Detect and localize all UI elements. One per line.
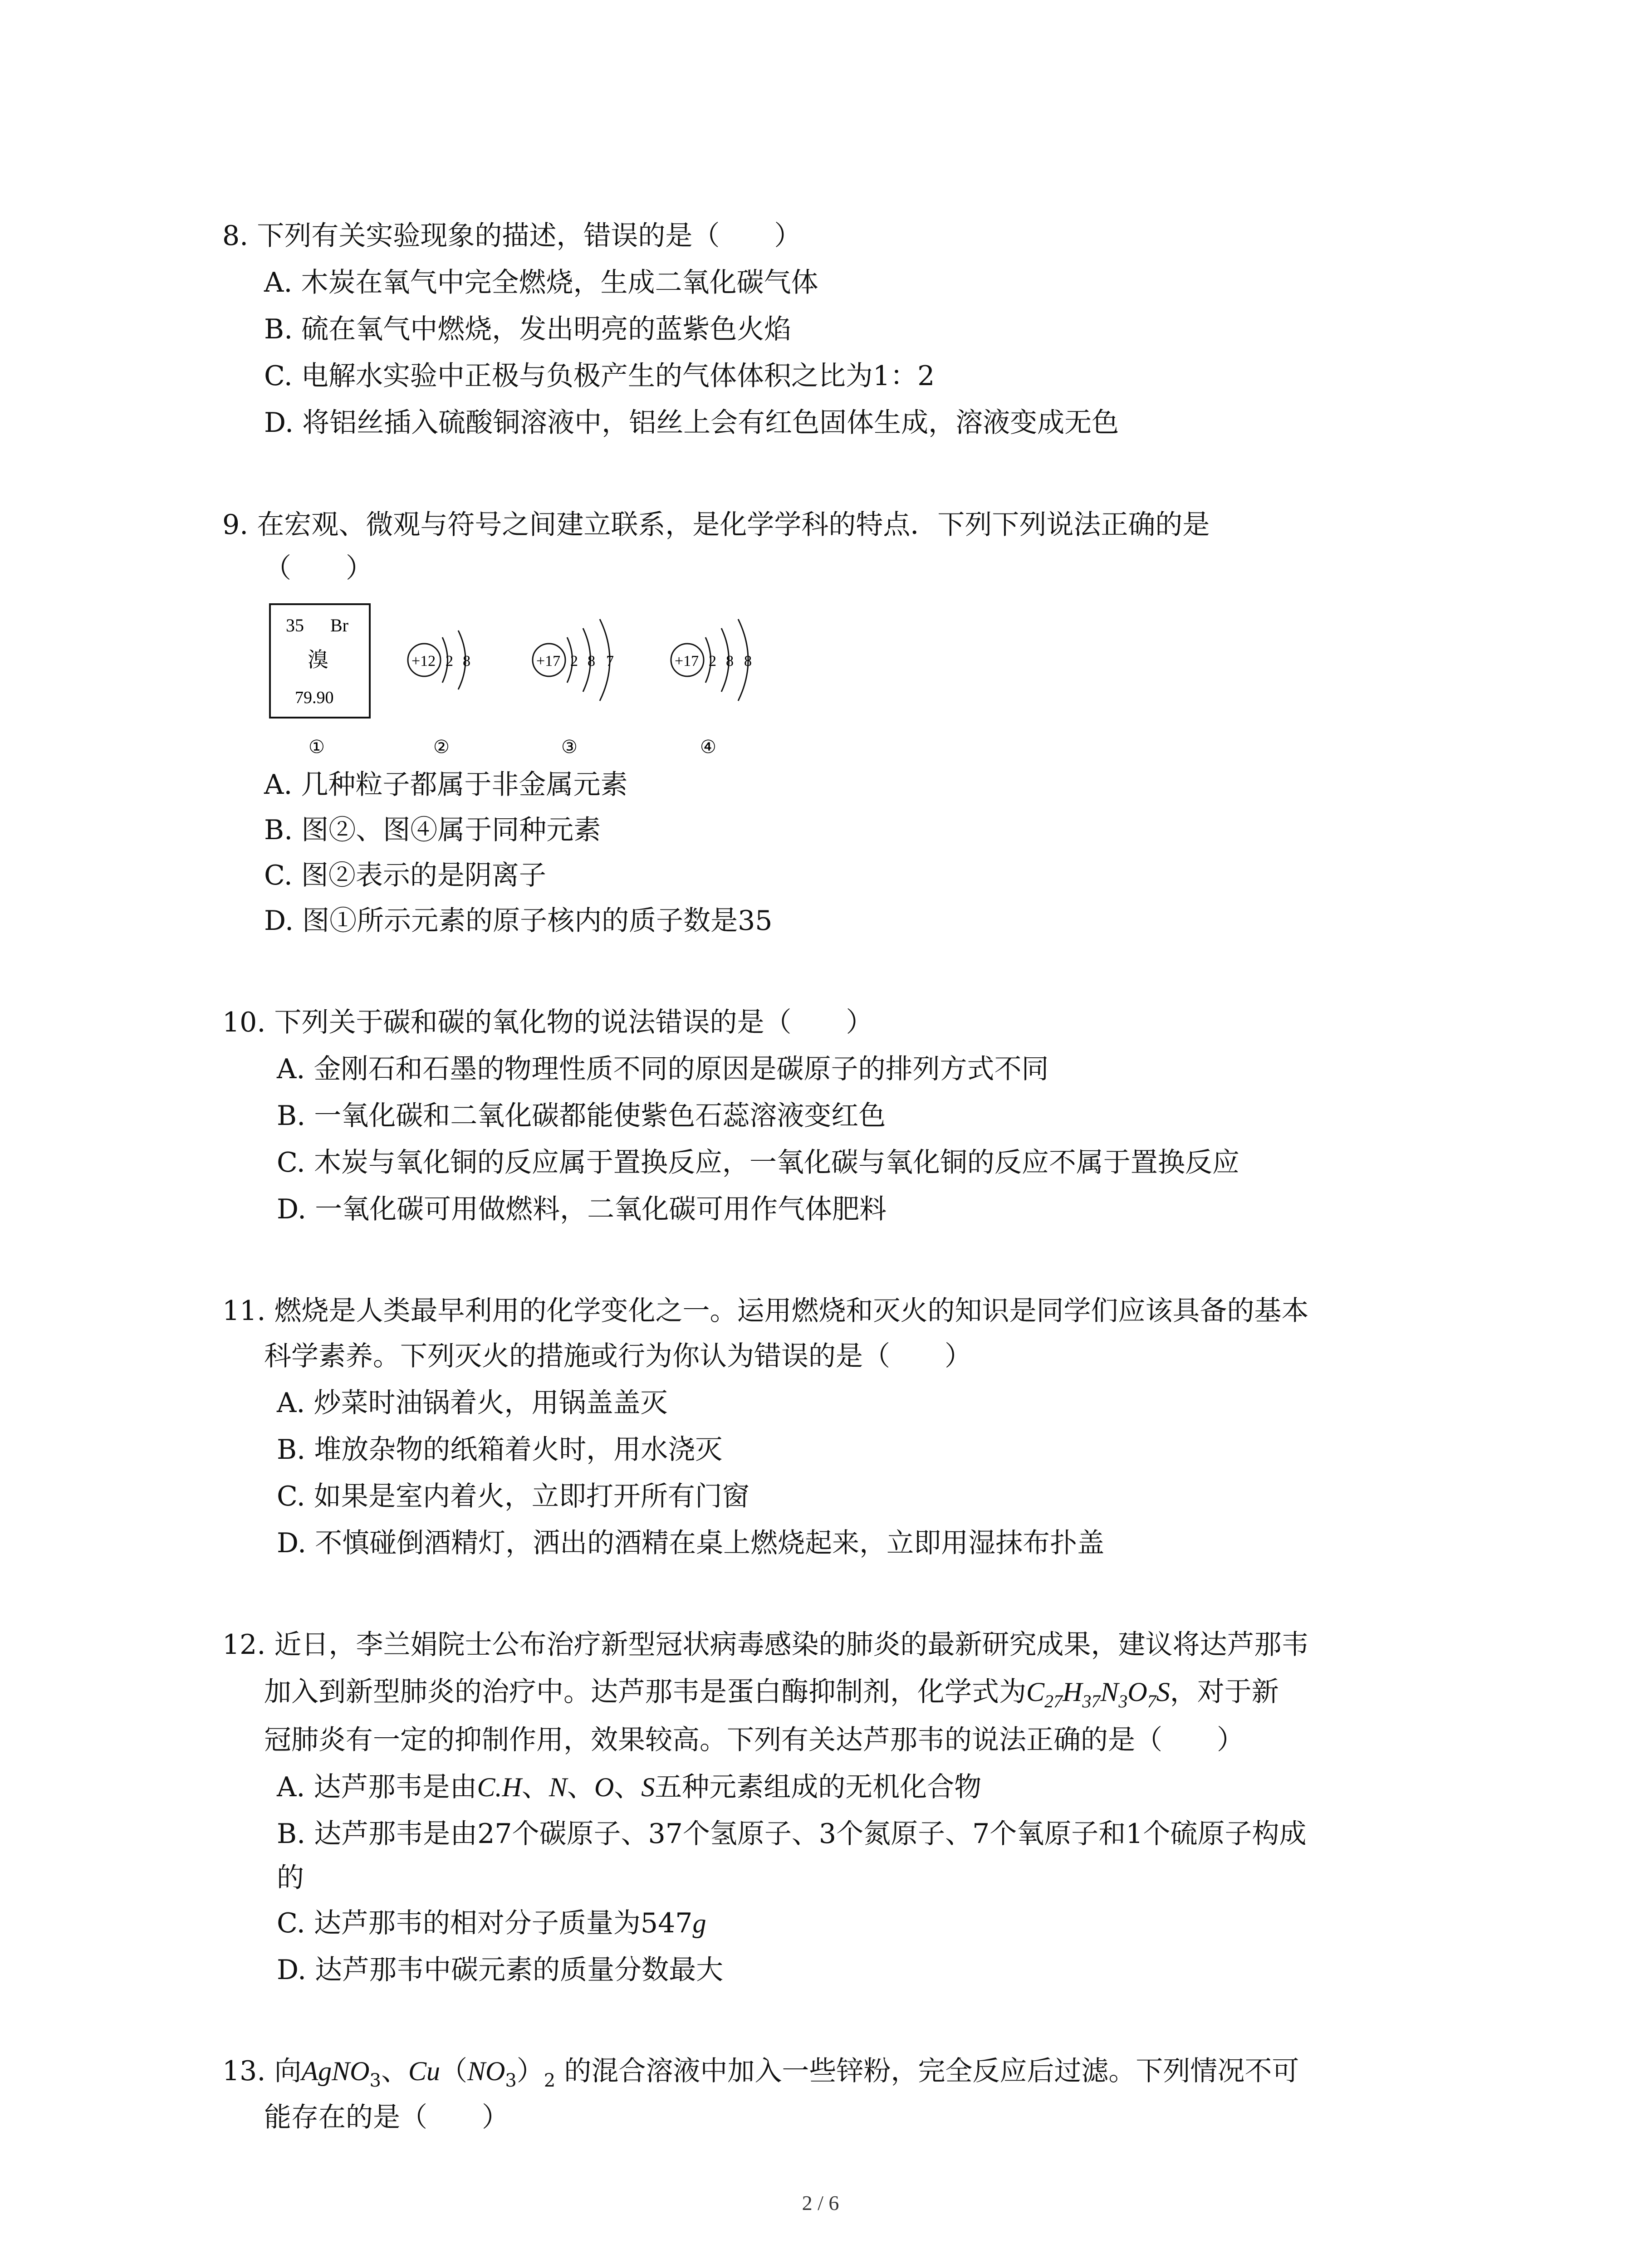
atom2-nucleus: +12 <box>411 653 436 670</box>
atom-diagram-4 <box>671 619 752 701</box>
q12-option-d: D. 达芦那韦中碳元素的质量分数最大 <box>277 1954 724 1986</box>
figure-label-3: ③ <box>561 737 578 758</box>
q12-option-b-line2: 的 <box>277 1862 304 1894</box>
q10-option-a: A. 金刚石和石墨的物理性质不同的原因是碳原子的排列方式不同 <box>277 1053 1049 1085</box>
q12-option-a: A. 达芦那韦是由C.H、N、O、S五种元素组成的无机化合物 <box>277 1771 982 1803</box>
atomic-structure-diagram <box>263 599 808 762</box>
figure-label-2: ② <box>433 737 450 758</box>
figure-label-1: ① <box>309 737 325 758</box>
q12-stem-line1: 12. 近日，李兰娟院士公布治疗新型冠状病毒感染的肺炎的最新研究成果，建议将达芦那韦 <box>222 1629 1309 1661</box>
q9-option-d: D. 图①所示元素的原子核内的质子数是35 <box>264 905 773 937</box>
q12-stem-line3: 冠肺炎有一定的抑制作用，效果较高。下列有关达芦那韦的说法正确的是（ ） <box>264 1724 1244 1756</box>
q8-option-c: C. 电解水实验中正极与负极产生的气体体积之比为1：2 <box>264 360 935 392</box>
element-number: 35 <box>286 615 304 635</box>
q10-stem: 10. 下列关于碳和碳的氧化物的说法错误的是（ ） <box>222 1007 873 1038</box>
element-mass: 79.90 <box>295 688 334 707</box>
atom2-shell1: 2 <box>446 653 453 670</box>
q12-option-b-line1: B. 达芦那韦是由27个碳原子、37个氢原子、3个氮原子、7个氧原子和1个硫原子构成 <box>277 1818 1307 1850</box>
q13-stem-line2: 能存在的是（ ） <box>264 2102 509 2133</box>
q8-option-a: A. 木炭在氧气中完全燃烧，生成二氧化碳气体 <box>264 267 818 298</box>
q11-stem-line1: 11. 燃烧是人类最早利用的化学变化之一。运用燃烧和灭火的知识是同学们应该具备的基本 <box>222 1295 1309 1327</box>
q8-stem: 8. 下列有关实验现象的描述，错误的是（ ） <box>222 220 802 252</box>
figure-label-4: ④ <box>700 737 716 758</box>
atom3-shell1: 2 <box>570 653 578 670</box>
element-name: 溴 <box>308 647 328 672</box>
atom4-shell3: 8 <box>744 653 752 670</box>
q9-stem-line2: （ ） <box>264 552 373 584</box>
atom3-shell2: 8 <box>588 653 595 670</box>
q12-option-c: C. 达芦那韦的相对分子质量为547g <box>277 1907 706 1939</box>
q11-stem-line2: 科学素养。下列灭火的措施或行为你认为错误的是（ ） <box>264 1340 972 1372</box>
page-number: 2 / 6 <box>802 2191 839 2214</box>
q11-option-c: C. 如果是室内着火，立即打开所有门窗 <box>277 1481 749 1512</box>
q10-option-b: B. 一氧化碳和二氧化碳都能使紫色石蕊溶液变红色 <box>277 1100 886 1132</box>
atom-diagram-3 <box>533 619 614 701</box>
q10-option-d: D. 一氧化碳可用做燃料，二氧化碳可用作气体肥料 <box>277 1193 887 1225</box>
atom3-nucleus: +17 <box>536 653 561 670</box>
q11-option-a: A. 炒菜时油锅着火，用锅盖盖灭 <box>277 1387 668 1419</box>
q9-option-b: B. 图②、图④属于同种元素 <box>264 814 601 846</box>
atom2-shell2: 8 <box>463 653 470 670</box>
q9-stem-line1: 9. 在宏观、微观与符号之间建立联系，是化学学科的特点．下列下列说法正确的是 <box>222 509 1210 541</box>
darunavir-formula: $C_{27}H_{37}N_3O_7S$ <box>1026 1677 1170 1711</box>
atom4-nucleus: +17 <box>675 653 699 670</box>
atom4-shell1: 2 <box>709 653 716 670</box>
atom-diagram-2 <box>408 631 470 689</box>
q8-option-d: D. 将铝丝插入硫酸铜溶液中，铝丝上会有红色固体生成，溶液变成无色 <box>264 407 1119 439</box>
q13-stem-line1: 13. 向AgNO$_3$、$Cu(NO_3)_2$ 的混合溶液中加入一些锌粉，完全反应后过滤。下列情况不可 <box>222 2055 1299 2091</box>
q8-option-b: B. 硫在氧气中燃烧，发出明亮的蓝紫色火焰 <box>264 313 792 345</box>
q9-figure <box>263 599 808 762</box>
atom4-shell2: 8 <box>726 653 734 670</box>
q9-option-a: A. 几种粒子都属于非金属元素 <box>264 769 628 801</box>
q9-option-c: C. 图②表示的是阴离子 <box>264 860 546 891</box>
q10-option-c: C. 木炭与氧化铜的反应属于置换反应，一氧化碳与氧化铜的反应不属于置换反应 <box>277 1147 1239 1178</box>
q11-option-d: D. 不慎碰倒酒精灯，洒出的酒精在桌上燃烧起来，立即用湿抹布扑盖 <box>277 1527 1105 1559</box>
atom3-shell3: 7 <box>606 653 614 670</box>
q12-stem-line2: 加入到新型肺炎的治疗中。达芦那韦是蛋白酶抑制剂，化学式为$C_{27}H_{37}N_3O_7S$，对于新 <box>264 1676 1279 1711</box>
q11-option-b: B. 堆放杂物的纸箱着火时，用水浇灭 <box>277 1434 723 1466</box>
element-symbol: Br <box>330 615 348 635</box>
